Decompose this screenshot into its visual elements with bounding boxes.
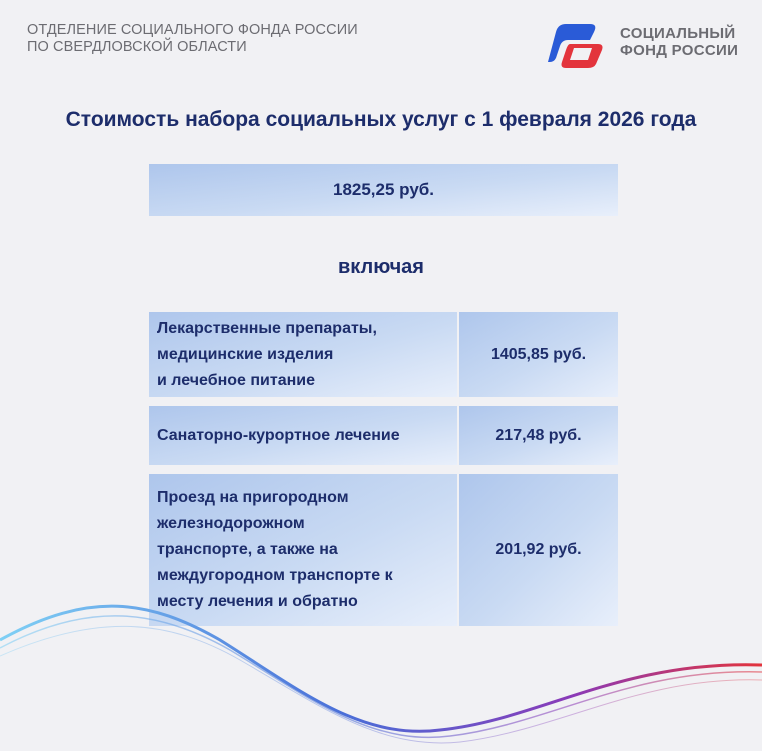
service-row-sanatorium-label xyxy=(149,406,457,465)
service-row-medicines-label xyxy=(149,312,457,397)
service-value: 1405,85 руб. xyxy=(490,345,587,363)
decorative-wave xyxy=(0,560,762,751)
service-row-medicines-value xyxy=(459,312,618,397)
total-cost-box xyxy=(149,164,618,216)
logo-text-line-2: ФОНД РОССИИ xyxy=(620,42,739,59)
including-heading: включая xyxy=(338,256,424,278)
sfr-logo-icon xyxy=(546,14,610,70)
logo-text xyxy=(620,25,738,59)
service-label: Проезд на пригородном железнодорожном транспорте, а также на междугородном транспорте к месту лечения и обратно xyxy=(157,489,393,610)
service-label: Лекарственные препараты, медицинские изделия и лечебное питание xyxy=(157,319,377,389)
organization-name xyxy=(27,22,358,56)
service-label: Санаторно-курортное лечение xyxy=(157,426,400,444)
total-cost-value: 1825,25 руб. xyxy=(332,180,434,199)
logo-text-line-1: СОЦИАЛЬНЫЙ xyxy=(620,25,736,42)
organization-line-2: ПО СВЕРДЛОВСКОЙ ОБЛАСТИ xyxy=(27,39,247,55)
service-value: 217,48 руб. xyxy=(495,426,582,444)
service-value: 201,92 руб. xyxy=(495,541,582,558)
service-row-sanatorium-value xyxy=(459,406,618,465)
sfr-logo xyxy=(546,14,746,70)
organization-line-1: ОТДЕЛЕНИЕ СОЦИАЛЬНОГО ФОНДА РОССИИ xyxy=(27,22,358,38)
page-title: Стоимость набора социальных услуг с 1 февраля 2026 года xyxy=(65,108,697,131)
